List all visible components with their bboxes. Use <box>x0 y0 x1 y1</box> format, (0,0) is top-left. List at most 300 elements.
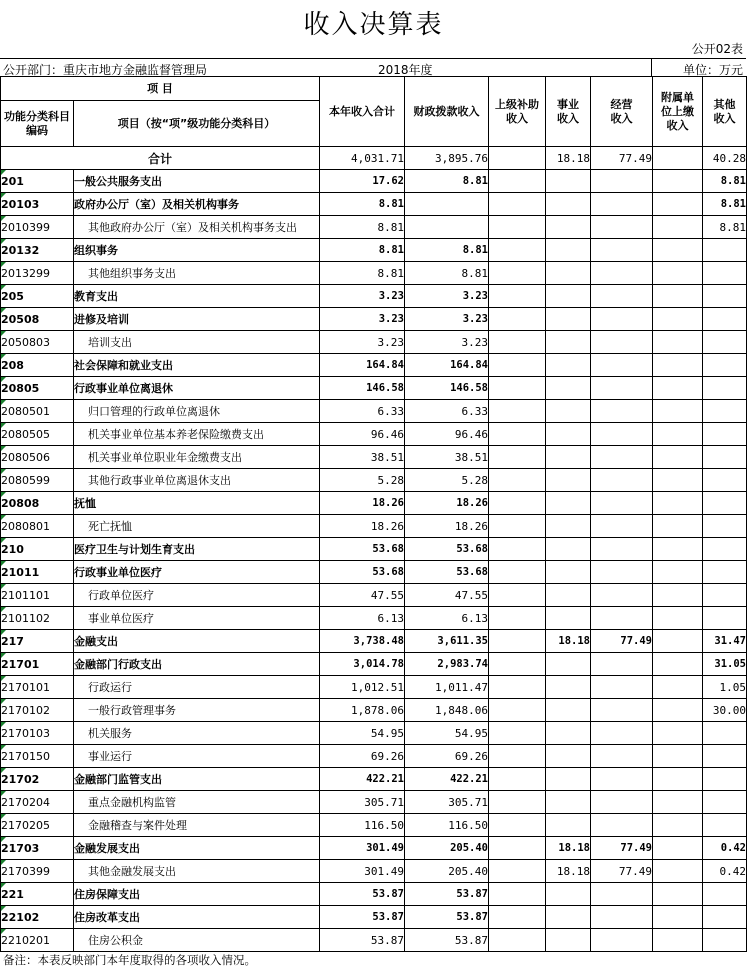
cell-business <box>546 814 591 837</box>
cell-other <box>703 883 747 906</box>
row-code: 20808 <box>1 492 74 515</box>
row-code: 21011 <box>1 561 74 584</box>
cell-operating <box>591 492 653 515</box>
cell-other <box>703 262 747 285</box>
cell-operating <box>591 676 653 699</box>
cell-fiscal: 47.55 <box>405 584 489 607</box>
cell-superior <box>489 285 546 308</box>
header-superior <box>489 77 546 147</box>
row-code: 2170150 <box>1 745 74 768</box>
cell-business <box>546 354 591 377</box>
table-row <box>1 883 747 906</box>
cell-total: 3.23 <box>320 285 405 308</box>
cell-total: 69.26 <box>320 745 405 768</box>
cell-fiscal: 5.28 <box>405 469 489 492</box>
cell-affiliated <box>653 400 703 423</box>
cell-business <box>546 308 591 331</box>
cell-other: 31.05 <box>703 653 747 676</box>
cell-operating <box>591 423 653 446</box>
cell-fiscal: 3,895.76 <box>405 147 489 170</box>
header-code <box>1 101 74 147</box>
cell-fiscal: 205.40 <box>405 837 489 860</box>
row-name: 一般行政管理事务 <box>74 699 320 722</box>
cell-fiscal: 205.40 <box>405 860 489 883</box>
cell-total: 53.68 <box>320 538 405 561</box>
table-row <box>1 538 747 561</box>
cell-operating <box>591 308 653 331</box>
cell-operating: 77.49 <box>591 860 653 883</box>
cell-total: 3.23 <box>320 308 405 331</box>
table-row <box>1 515 747 538</box>
cell-total: 3,014.78 <box>320 653 405 676</box>
header-affiliated-text: 附属单位上缴收入 <box>661 90 694 132</box>
cell-operating <box>591 515 653 538</box>
cell-total: 6.33 <box>320 400 405 423</box>
cell-superior <box>489 676 546 699</box>
cell-operating <box>591 400 653 423</box>
row-code: 21703 <box>1 837 74 860</box>
table-row <box>1 630 747 653</box>
cell-business <box>546 446 591 469</box>
cell-superior <box>489 768 546 791</box>
row-name: 其他组织事务支出 <box>74 262 320 285</box>
cell-superior <box>489 860 546 883</box>
cell-total: 3.23 <box>320 331 405 354</box>
header-total: 本年收入合计 <box>320 77 405 147</box>
table-row <box>1 722 747 745</box>
cell-business <box>546 469 591 492</box>
cell-total: 422.21 <box>320 768 405 791</box>
form-number: 公开02表 <box>691 42 743 56</box>
cell-operating <box>591 285 653 308</box>
row-name: 事业单位医疗 <box>74 607 320 630</box>
cell-operating <box>591 584 653 607</box>
cell-business <box>546 170 591 193</box>
cell-fiscal: 38.51 <box>405 446 489 469</box>
cell-other: 30.00 <box>703 699 747 722</box>
row-code: 210 <box>1 538 74 561</box>
cell-total: 1,878.06 <box>320 699 405 722</box>
cell-superior <box>489 469 546 492</box>
table-row <box>1 308 747 331</box>
header-operating <box>591 77 653 147</box>
row-name: 金融发展支出 <box>74 837 320 860</box>
cell-fiscal: 3.23 <box>405 331 489 354</box>
table-row <box>1 469 747 492</box>
row-code: 2080505 <box>1 423 74 446</box>
cell-superior <box>489 492 546 515</box>
cell-other: 0.42 <box>703 837 747 860</box>
cell-fiscal: 305.71 <box>405 791 489 814</box>
cell-operating <box>591 791 653 814</box>
cell-other <box>703 561 747 584</box>
cell-affiliated <box>653 630 703 653</box>
row-code: 2101102 <box>1 607 74 630</box>
cell-total: 4,031.71 <box>320 147 405 170</box>
cell-other <box>703 285 747 308</box>
cell-other <box>703 446 747 469</box>
cell-superior <box>489 216 546 239</box>
table-row <box>1 354 747 377</box>
cell-superior <box>489 791 546 814</box>
table-row <box>1 216 747 239</box>
row-code: 2080506 <box>1 446 74 469</box>
cell-other <box>703 584 747 607</box>
cell-superior <box>489 837 546 860</box>
cell-business: 18.18 <box>546 630 591 653</box>
row-name: 其他行政事业单位离退休支出 <box>74 469 320 492</box>
cell-superior <box>489 239 546 262</box>
row-code: 2080599 <box>1 469 74 492</box>
header-fiscal: 财政拨款收入 <box>405 77 489 147</box>
cell-operating <box>591 446 653 469</box>
row-code: 22102 <box>1 906 74 929</box>
row-name: 行政运行 <box>74 676 320 699</box>
table-row <box>1 170 747 193</box>
row-name: 事业运行 <box>74 745 320 768</box>
table-row <box>1 768 747 791</box>
row-name: 教育支出 <box>74 285 320 308</box>
row-name: 其他政府办公厅（室）及相关机构事务支出 <box>74 216 320 239</box>
cell-fiscal: 54.95 <box>405 722 489 745</box>
header-superior-text: 上级补助收入 <box>495 97 539 125</box>
cell-affiliated <box>653 377 703 400</box>
table-row <box>1 193 747 216</box>
row-code: 2170102 <box>1 699 74 722</box>
cell-operating <box>591 722 653 745</box>
row-name: 合计 <box>1 147 320 170</box>
header-other-text: 其他收入 <box>713 97 736 125</box>
cell-business <box>546 722 591 745</box>
header-divider <box>0 58 746 59</box>
cell-business <box>546 699 591 722</box>
cell-affiliated <box>653 791 703 814</box>
table-row <box>1 584 747 607</box>
row-code: 21701 <box>1 653 74 676</box>
row-name: 金融支出 <box>74 630 320 653</box>
cell-fiscal <box>405 216 489 239</box>
cell-other <box>703 515 747 538</box>
cell-business <box>546 929 591 952</box>
cell-fiscal: 146.58 <box>405 377 489 400</box>
table-row <box>1 929 747 952</box>
row-code: 20805 <box>1 377 74 400</box>
cell-other <box>703 745 747 768</box>
cell-total: 8.81 <box>320 262 405 285</box>
cell-affiliated <box>653 308 703 331</box>
row-name: 住房保障支出 <box>74 883 320 906</box>
cell-business <box>546 607 591 630</box>
cell-operating <box>591 699 653 722</box>
cell-other <box>703 377 747 400</box>
table-row <box>1 147 747 170</box>
cell-fiscal: 96.46 <box>405 423 489 446</box>
department-label: 公开部门：重庆市地方金融监督管理局 <box>3 63 208 77</box>
table-row <box>1 745 747 768</box>
table-row <box>1 561 747 584</box>
cell-total: 116.50 <box>320 814 405 837</box>
cell-operating <box>591 906 653 929</box>
cell-total: 305.71 <box>320 791 405 814</box>
cell-business <box>546 768 591 791</box>
cell-business: 18.18 <box>546 147 591 170</box>
cell-other <box>703 331 747 354</box>
cell-business <box>546 331 591 354</box>
cell-operating <box>591 929 653 952</box>
table-row <box>1 676 747 699</box>
row-code: 2170101 <box>1 676 74 699</box>
row-name: 机关事业单位基本养老保险缴费支出 <box>74 423 320 446</box>
cell-other <box>703 929 747 952</box>
cell-superior <box>489 170 546 193</box>
cell-fiscal: 53.68 <box>405 538 489 561</box>
table-row <box>1 262 747 285</box>
cell-business <box>546 492 591 515</box>
cell-affiliated <box>653 446 703 469</box>
cell-affiliated <box>653 216 703 239</box>
row-code: 2170205 <box>1 814 74 837</box>
cell-affiliated <box>653 423 703 446</box>
table-row <box>1 699 747 722</box>
cell-total: 3,738.48 <box>320 630 405 653</box>
cell-fiscal: 1,848.06 <box>405 699 489 722</box>
cell-operating <box>591 561 653 584</box>
cell-business: 18.18 <box>546 837 591 860</box>
cell-affiliated <box>653 147 703 170</box>
cell-other <box>703 354 747 377</box>
row-code: 21702 <box>1 768 74 791</box>
cell-affiliated <box>653 239 703 262</box>
cell-superior <box>489 446 546 469</box>
cell-total: 8.81 <box>320 239 405 262</box>
cell-other <box>703 239 747 262</box>
cell-superior <box>489 814 546 837</box>
cell-affiliated <box>653 285 703 308</box>
cell-total: 6.13 <box>320 607 405 630</box>
cell-superior <box>489 906 546 929</box>
cell-superior <box>489 354 546 377</box>
cell-total: 96.46 <box>320 423 405 446</box>
row-code: 221 <box>1 883 74 906</box>
cell-business <box>546 423 591 446</box>
cell-affiliated <box>653 768 703 791</box>
row-name: 一般公共服务支出 <box>74 170 320 193</box>
cell-operating <box>591 538 653 561</box>
cell-total: 301.49 <box>320 837 405 860</box>
row-code: 2080801 <box>1 515 74 538</box>
header-business-text: 事业收入 <box>557 97 579 125</box>
table-row <box>1 285 747 308</box>
cell-fiscal: 6.13 <box>405 607 489 630</box>
row-name: 金融部门监管支出 <box>74 768 320 791</box>
cell-affiliated <box>653 492 703 515</box>
header-name: 项目（按“项”级功能分类科目） <box>74 101 320 147</box>
cell-fiscal: 53.68 <box>405 561 489 584</box>
cell-superior <box>489 308 546 331</box>
row-code: 20508 <box>1 308 74 331</box>
row-name: 社会保障和就业支出 <box>74 354 320 377</box>
row-code: 20103 <box>1 193 74 216</box>
cell-fiscal: 164.84 <box>405 354 489 377</box>
cell-operating <box>591 768 653 791</box>
cell-fiscal: 8.81 <box>405 170 489 193</box>
cell-total: 47.55 <box>320 584 405 607</box>
cell-fiscal: 422.21 <box>405 768 489 791</box>
cell-other: 8.81 <box>703 170 747 193</box>
header-other <box>703 77 747 147</box>
cell-operating <box>591 814 653 837</box>
fiscal-year: 2018年度 <box>378 63 433 77</box>
cell-affiliated <box>653 170 703 193</box>
cell-other <box>703 423 747 446</box>
cell-business <box>546 193 591 216</box>
table-row <box>1 377 747 400</box>
cell-other <box>703 722 747 745</box>
cell-operating <box>591 377 653 400</box>
row-code: 217 <box>1 630 74 653</box>
row-name: 机关服务 <box>74 722 320 745</box>
cell-operating: 77.49 <box>591 147 653 170</box>
row-name: 其他金融发展支出 <box>74 860 320 883</box>
cell-superior <box>489 193 546 216</box>
cell-superior <box>489 423 546 446</box>
row-name: 住房公积金 <box>74 929 320 952</box>
cell-superior <box>489 745 546 768</box>
cell-fiscal: 1,011.47 <box>405 676 489 699</box>
header-project: 项 目 <box>1 77 320 101</box>
cell-affiliated <box>653 561 703 584</box>
cell-operating <box>591 193 653 216</box>
header-code-text: 功能分类科目编码 <box>4 109 70 137</box>
cell-affiliated <box>653 745 703 768</box>
cell-affiliated <box>653 906 703 929</box>
cell-fiscal: 8.81 <box>405 239 489 262</box>
cell-affiliated <box>653 860 703 883</box>
cell-affiliated <box>653 584 703 607</box>
cell-affiliated <box>653 515 703 538</box>
row-name: 医疗卫生与计划生育支出 <box>74 538 320 561</box>
cell-fiscal: 69.26 <box>405 745 489 768</box>
cell-superior <box>489 377 546 400</box>
cell-affiliated <box>653 193 703 216</box>
cell-fiscal: 18.26 <box>405 515 489 538</box>
header-operating-text: 经营收入 <box>610 97 633 125</box>
cell-affiliated <box>653 354 703 377</box>
cell-total: 18.26 <box>320 515 405 538</box>
cell-other <box>703 400 747 423</box>
row-name: 重点金融机构监管 <box>74 791 320 814</box>
cell-other: 8.81 <box>703 193 747 216</box>
cell-affiliated <box>653 676 703 699</box>
row-name: 机关事业单位职业年金缴费支出 <box>74 446 320 469</box>
table-row <box>1 653 747 676</box>
cell-business: 18.18 <box>546 860 591 883</box>
row-code: 205 <box>1 285 74 308</box>
cell-other <box>703 906 747 929</box>
cell-total: 5.28 <box>320 469 405 492</box>
cell-total: 146.58 <box>320 377 405 400</box>
row-name: 政府办公厅（室）及相关机构事务 <box>74 193 320 216</box>
row-name: 抚恤 <box>74 492 320 515</box>
cell-business <box>546 791 591 814</box>
cell-operating <box>591 469 653 492</box>
table-row <box>1 607 747 630</box>
cell-other <box>703 538 747 561</box>
cell-affiliated <box>653 653 703 676</box>
cell-affiliated <box>653 469 703 492</box>
row-name: 金融稽查与案件处理 <box>74 814 320 837</box>
cell-total: 38.51 <box>320 446 405 469</box>
cell-business <box>546 239 591 262</box>
cell-total: 8.81 <box>320 193 405 216</box>
cell-affiliated <box>653 837 703 860</box>
cell-superior <box>489 883 546 906</box>
cell-operating <box>591 354 653 377</box>
table-row <box>1 860 747 883</box>
cell-superior <box>489 699 546 722</box>
cell-other: 0.42 <box>703 860 747 883</box>
cell-other <box>703 768 747 791</box>
page-title: 收入决算表 <box>303 10 444 40</box>
table-row <box>1 791 747 814</box>
cell-total: 301.49 <box>320 860 405 883</box>
row-code: 2170103 <box>1 722 74 745</box>
cell-superior <box>489 607 546 630</box>
cell-superior <box>489 262 546 285</box>
table-row <box>1 239 747 262</box>
cell-fiscal: 53.87 <box>405 906 489 929</box>
cell-business <box>546 538 591 561</box>
cell-total: 8.81 <box>320 216 405 239</box>
table-row <box>1 492 747 515</box>
cell-operating <box>591 653 653 676</box>
cell-superior <box>489 653 546 676</box>
row-code: 2170204 <box>1 791 74 814</box>
cell-business <box>546 653 591 676</box>
cell-other: 1.05 <box>703 676 747 699</box>
cell-fiscal: 3.23 <box>405 285 489 308</box>
row-name: 行政单位医疗 <box>74 584 320 607</box>
cell-other: 31.47 <box>703 630 747 653</box>
row-name: 住房改革支出 <box>74 906 320 929</box>
table-row <box>1 906 747 929</box>
cell-business <box>546 676 591 699</box>
row-name: 死亡抚恤 <box>74 515 320 538</box>
row-code: 208 <box>1 354 74 377</box>
cell-affiliated <box>653 331 703 354</box>
cell-fiscal: 53.87 <box>405 883 489 906</box>
table-row <box>1 837 747 860</box>
cell-superior <box>489 400 546 423</box>
cell-affiliated <box>653 883 703 906</box>
cell-superior <box>489 331 546 354</box>
row-code: 2050803 <box>1 331 74 354</box>
row-code: 2013299 <box>1 262 74 285</box>
unit-label: 单位：万元 <box>682 63 743 77</box>
cell-operating <box>591 262 653 285</box>
row-name: 归口管理的行政单位离退休 <box>74 400 320 423</box>
cell-affiliated <box>653 607 703 630</box>
table-body <box>1 147 747 952</box>
table-row <box>1 814 747 837</box>
row-code: 2101101 <box>1 584 74 607</box>
cell-business <box>546 285 591 308</box>
cell-total: 53.87 <box>320 929 405 952</box>
cell-operating <box>591 745 653 768</box>
row-code: 20132 <box>1 239 74 262</box>
cell-business <box>546 584 591 607</box>
cell-affiliated <box>653 262 703 285</box>
